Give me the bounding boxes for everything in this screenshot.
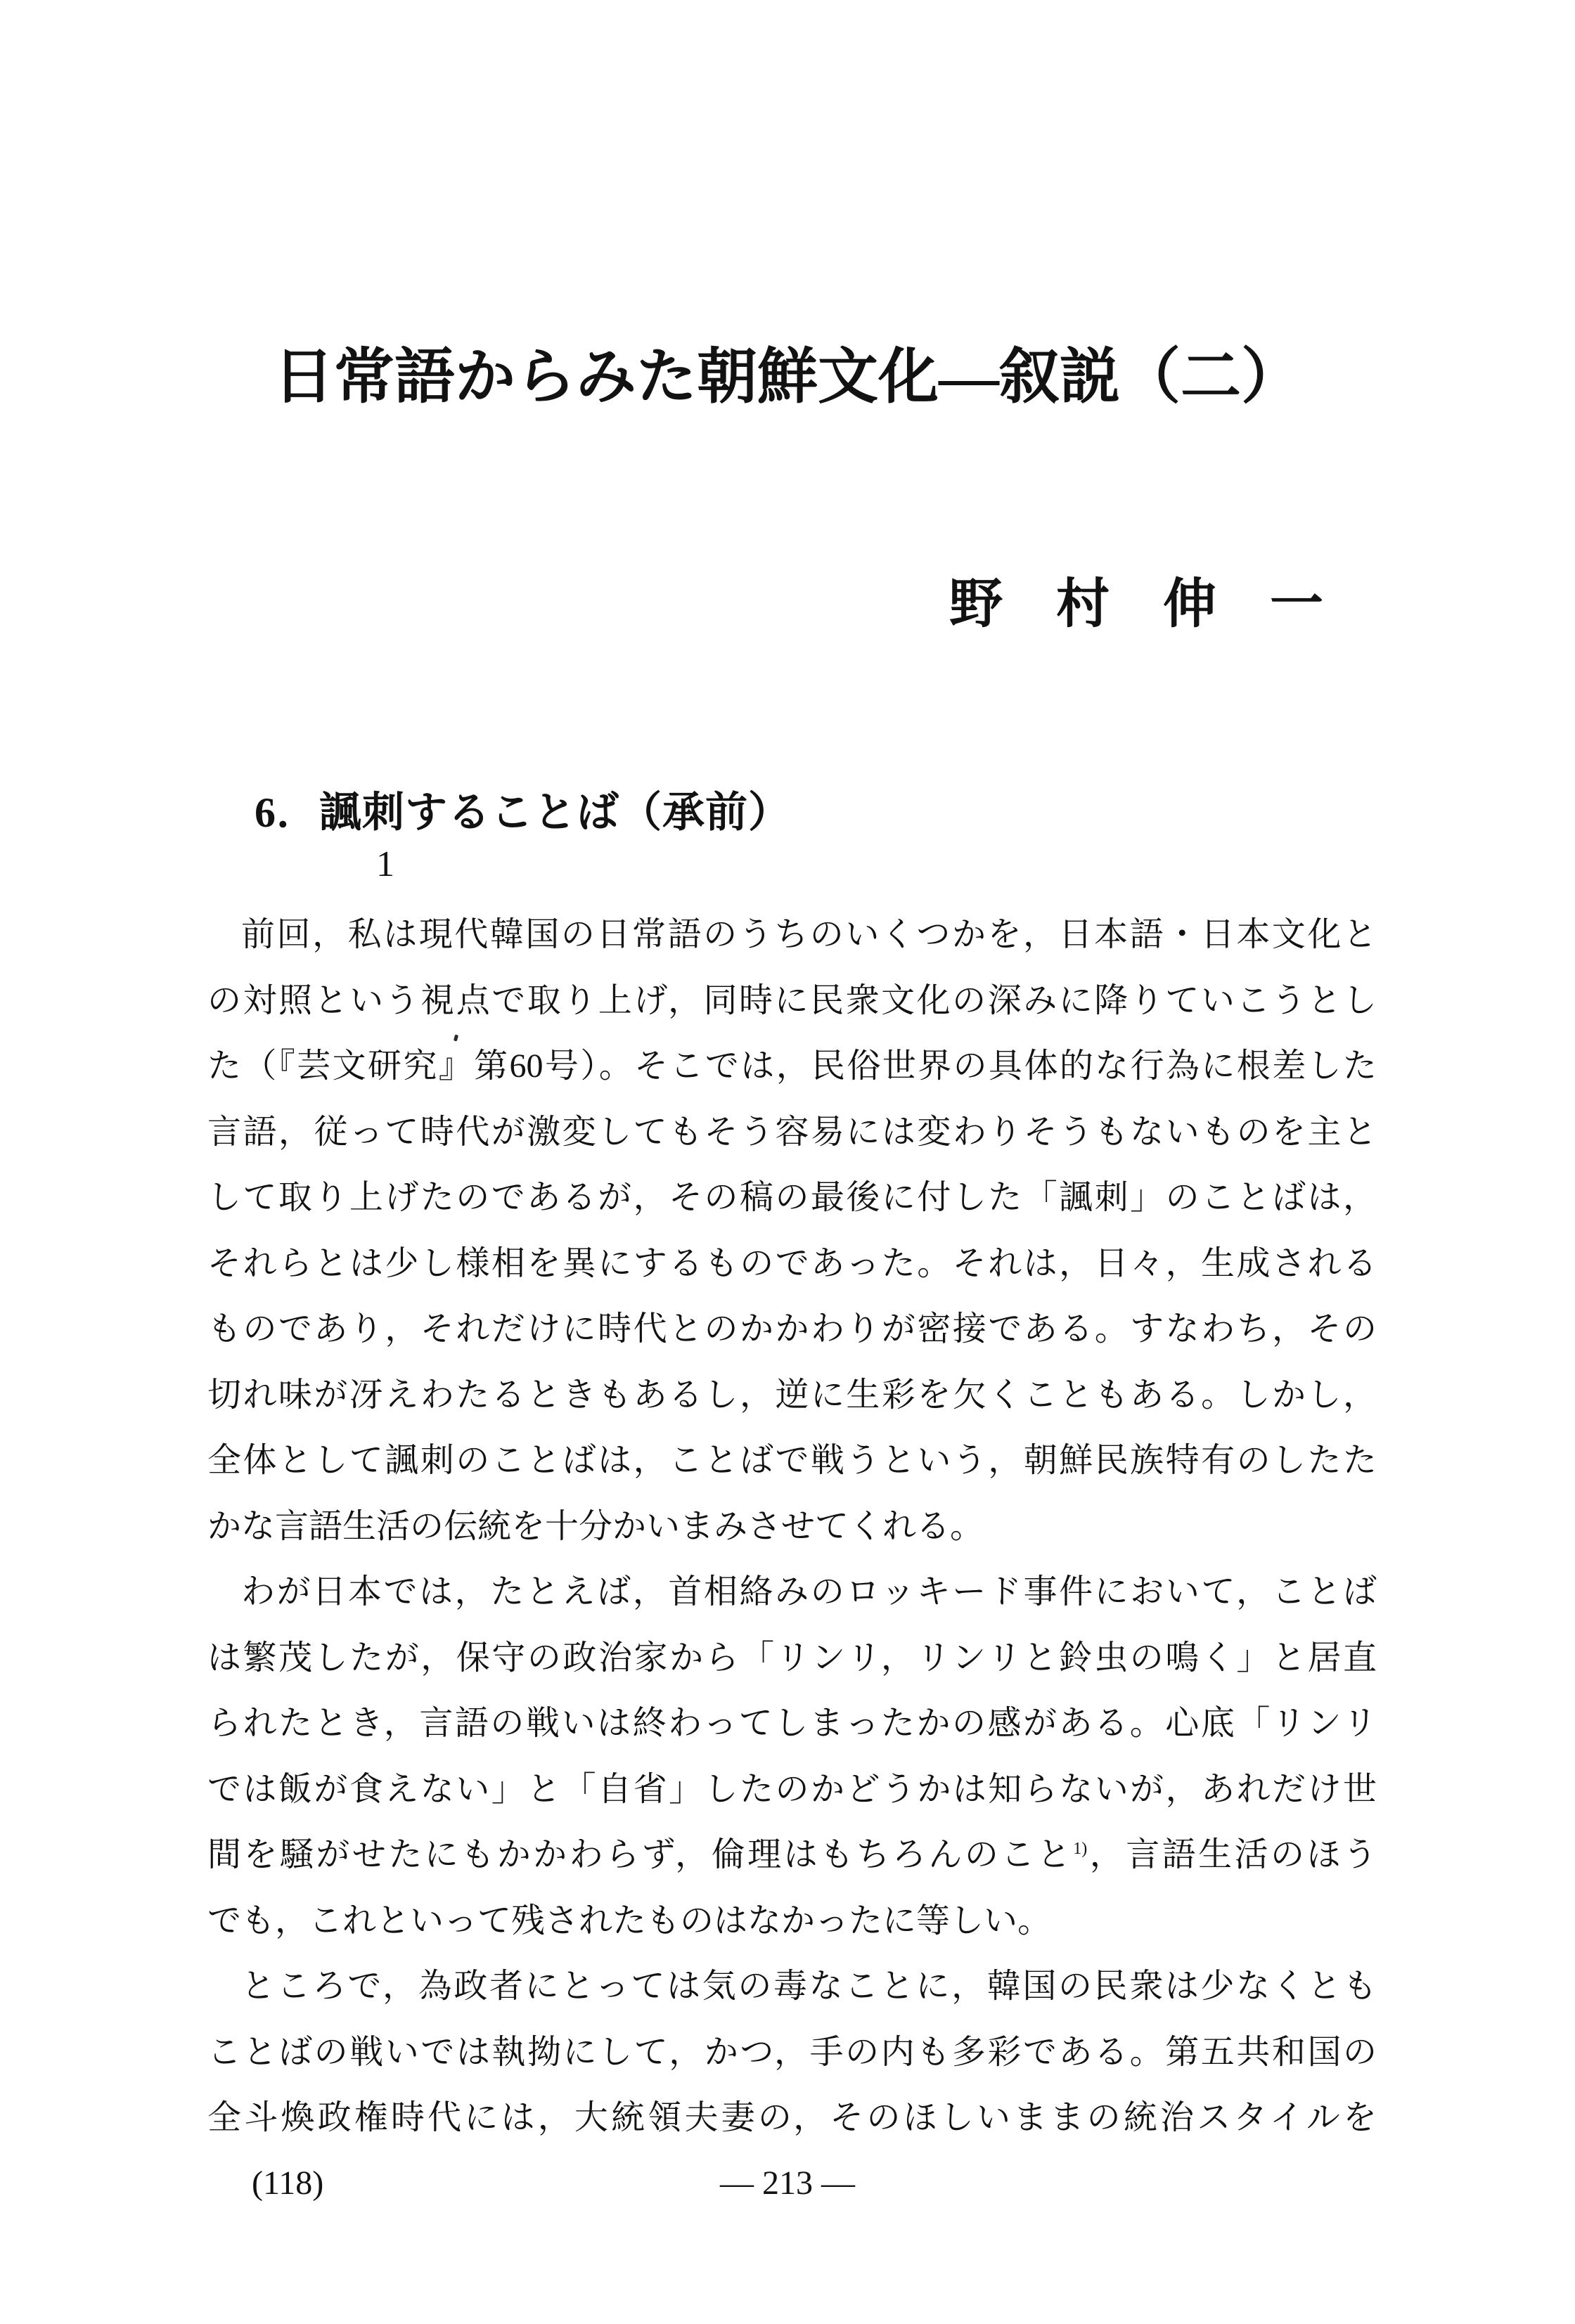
body-line: られたとき，言語の戦いは終わってしまったかの感がある。心底「リンリ	[207, 1705, 1377, 1742]
body-line: 言語，従って時代が激変してもそう容易には変わりそうもないものを主と	[207, 1113, 1377, 1151]
body-text	[207, 902, 1377, 2151]
body-line: でも，これといって残されたものはなかったに等しい。	[207, 1902, 1052, 1939]
page-title: 日常語からみた朝鮮文化―叙説（二）	[274, 342, 1301, 411]
footer-center-page-number: — 213 —	[720, 2164, 855, 2202]
footnote-marker: 1)	[1073, 1840, 1088, 1858]
body-line: の対照という視点で取り上げ，同時に民衆文化の深みに降りていこうとし	[207, 981, 1377, 1019]
author-name: 野 村 伸 一	[949, 575, 1323, 634]
body-line: 全体として諷刺のことばは，ことばで戦うという，朝鮮民族特有のしたた	[207, 1442, 1377, 1479]
body-line: ものであり，それだけに時代とのかかわりが密接である。すなわち，その	[207, 1310, 1377, 1348]
footer-left-page-number: (118)	[252, 2164, 324, 2202]
body-line: して取り上げたのであるが，その稿の最後に付した「諷刺」のことばは，	[207, 1179, 1377, 1216]
subsection-number: 1	[376, 844, 394, 884]
body-line: ところで，為政者にとっては気の毒なことに，韓国の民衆は少なくとも	[241, 1968, 1377, 2005]
section-heading: 6．諷刺することば（承前）	[255, 789, 791, 836]
body-line: 全斗煥政権時代には，大統領夫妻の，そのほしいままの統治スタイルを	[207, 2099, 1377, 2136]
body-line: わが日本では，たとえば，首相絡みのロッキード事件において，ことば	[241, 1573, 1377, 1610]
body-line: それらとは少し様相を異にするものであった。それは，日々，生成される	[207, 1244, 1377, 1282]
body-line: た（『芸文研究』第60号）。そこでは，民俗世界の具体的な行為に根差した	[207, 1047, 1377, 1085]
body-line: かな言語生活の伝統を十分かいまみさせてくれる。	[207, 1507, 984, 1545]
body-line: は繁茂したが，保守の政治家から「リンリ，リンリと鈴虫の鳴く」と居直	[207, 1639, 1377, 1677]
body-line: 間を騒がせたにもかかわらず，倫理はもちろんのこと$^{1)}$，言語生活のほう	[207, 1836, 1377, 1873]
body-line: 前回，私は現代韓国の日常語のうちのいくつかを，日本語・日本文化と	[241, 916, 1377, 953]
body-line: ことばの戦いでは執拗にして，かつ，手の内も多彩である。第五共和国の	[207, 2033, 1377, 2071]
body-line: 切れ味が冴えわたるときもあるし，逆に生彩を欠くこともある。しかし，	[207, 1376, 1377, 1414]
body-line: では飯が食えない」と「自省」したのかどうかは知らないが，あれだけ世	[207, 1770, 1377, 1808]
